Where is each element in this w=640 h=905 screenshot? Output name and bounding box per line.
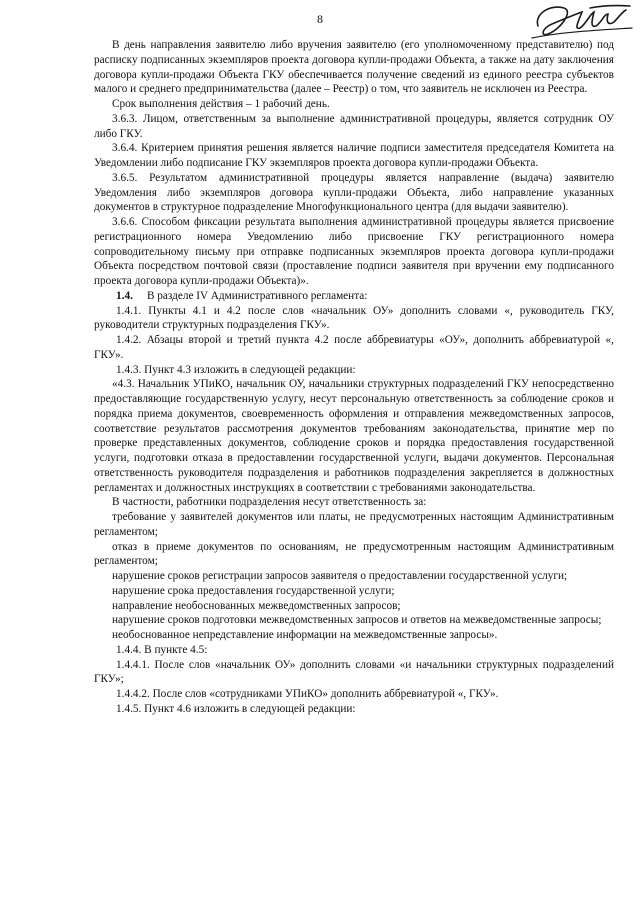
paragraph: «4.3. Начальник УПиКО, начальник ОУ, начальники структурных подразделений ГКУ непосредственно предоставляющие государственную услугу, несут персональную ответственность за соблюдение сроков и порядка приема документов, своевременность оформления и отправления межведомственных запросов, соответствие результатов рассмотрения документов требованиям законодательства, принятие мер по проверке представленных документов, соблюдение сроков и порядка предоставления государственной услуги, подготовки отказа в предоставлении государственной услуги, выдачи документов. Персональная ответственность руководителя подразделения и работников подразделения закрепляется в должностных регламентах и должностных инструкциях в соответствии с требованиями законодательства. <box>94 378 614 494</box>
paragraph: 3.6.3. Лицом, ответственным за выполнение административной процедуры, является сотрудник ОУ либо ГКУ. <box>94 112 614 140</box>
paragraph: 3.6.6. Способом фиксации результата выполнения административной процедуры является присвоение регистрационного номера Уведомлению либо присвоение ГКУ регистрационного номера сопроводительному письму при отправке подписанных экземпляров проекта договора купли-продажи Объекта посредством почтовой связи (проставление подписи заявителя при вручении ему подписанного проекта договора купли-продажи Объекта)». <box>94 216 614 287</box>
paragraph: 3.6.4. Критерием принятия решения является наличие подписи заместителя председателя Комитета на Уведомлении либо подписание ГКУ экземпляров проекта договора купли-продажи Объекта. <box>94 142 614 169</box>
section-number: 1.4. <box>116 289 133 302</box>
paragraph: В день направления заявителю либо вручения заявителю (его уполномоченному представителю) под расписку подписанных экземпляров проекта договора купли-продажи Объекта, а также на дату заключения договора купли-продажи Объекта ГКУ обеспечивается получение сведений из единого реестра субъектов малого и среднего предпринимательства (далее – Реестр) о том, что заявитель не исключен из Реестра. <box>94 39 614 96</box>
paragraph: 1.4.4. В пункте 4.5: <box>116 643 208 656</box>
paragraph: 1.4.1. Пункты 4.1 и 4.2 после слов «начальник ОУ» дополнить словами «, руководитель ГКУ, руководители структурных подразделения ГКУ». <box>94 304 614 332</box>
paragraph: нарушение сроков подготовки межведомственных запросов и ответов на межведомственные запросы; <box>112 614 602 627</box>
section-heading-text: В разделе IV Административного регламента: <box>146 289 368 302</box>
paragraph: 1.4.4.2. После слов «сотрудниками УПиКО» дополнить аббревиатурой «, ГКУ». <box>116 688 499 700</box>
paragraph: 3.6.5. Результатом административной процедуры является направление (выдача) заявителю Уведомления либо экземпляров договора купли-продажи Объекта, либо направление указанных документов в структурное подразделение Многофункционального центра (для выдачи заявителю). <box>94 171 614 214</box>
paragraph-section-heading <box>94 289 614 304</box>
paragraph: нарушение сроков регистрации запросов заявителя о предоставлении государственной услуги; <box>112 570 568 582</box>
paragraph: нарушение срока предоставления государственной услуги; <box>112 584 395 597</box>
paragraph: 1.4.2. Абзацы второй и третий пункта 4.2 после аббревиатуры «ОУ», дополнить аббревиатурой «, ГКУ». <box>94 334 614 361</box>
paragraph: необоснованное непредставление информации на межведомственные запросы». <box>112 629 498 641</box>
paragraph: 1.4.5. Пункт 4.6 изложить в следующей редакции: <box>116 702 356 715</box>
paragraph: отказ в приеме документов по основаниям, не предусмотренным настоящим Административным регламентом; <box>94 540 614 568</box>
paragraph: В частности, работники подразделения несут ответственность за: <box>112 496 427 509</box>
paragraph: направление необоснованных межведомственных запросов; <box>112 599 401 612</box>
paragraph: 1.4.3. Пункт 4.3 изложить в следующей редакции: <box>116 363 356 376</box>
paragraph: требование у заявителей документов или платы, не предусмотренных настоящим Административным регламентом; <box>94 511 614 538</box>
paragraph: 1.4.4.1. После слов «начальник ОУ» дополнить словами «и начальники структурных подразделений ГКУ»; <box>94 658 614 686</box>
page-number: 8 <box>317 12 323 26</box>
document-body <box>94 38 614 717</box>
paragraph: Срок выполнения действия – 1 рабочий день. <box>112 98 330 110</box>
